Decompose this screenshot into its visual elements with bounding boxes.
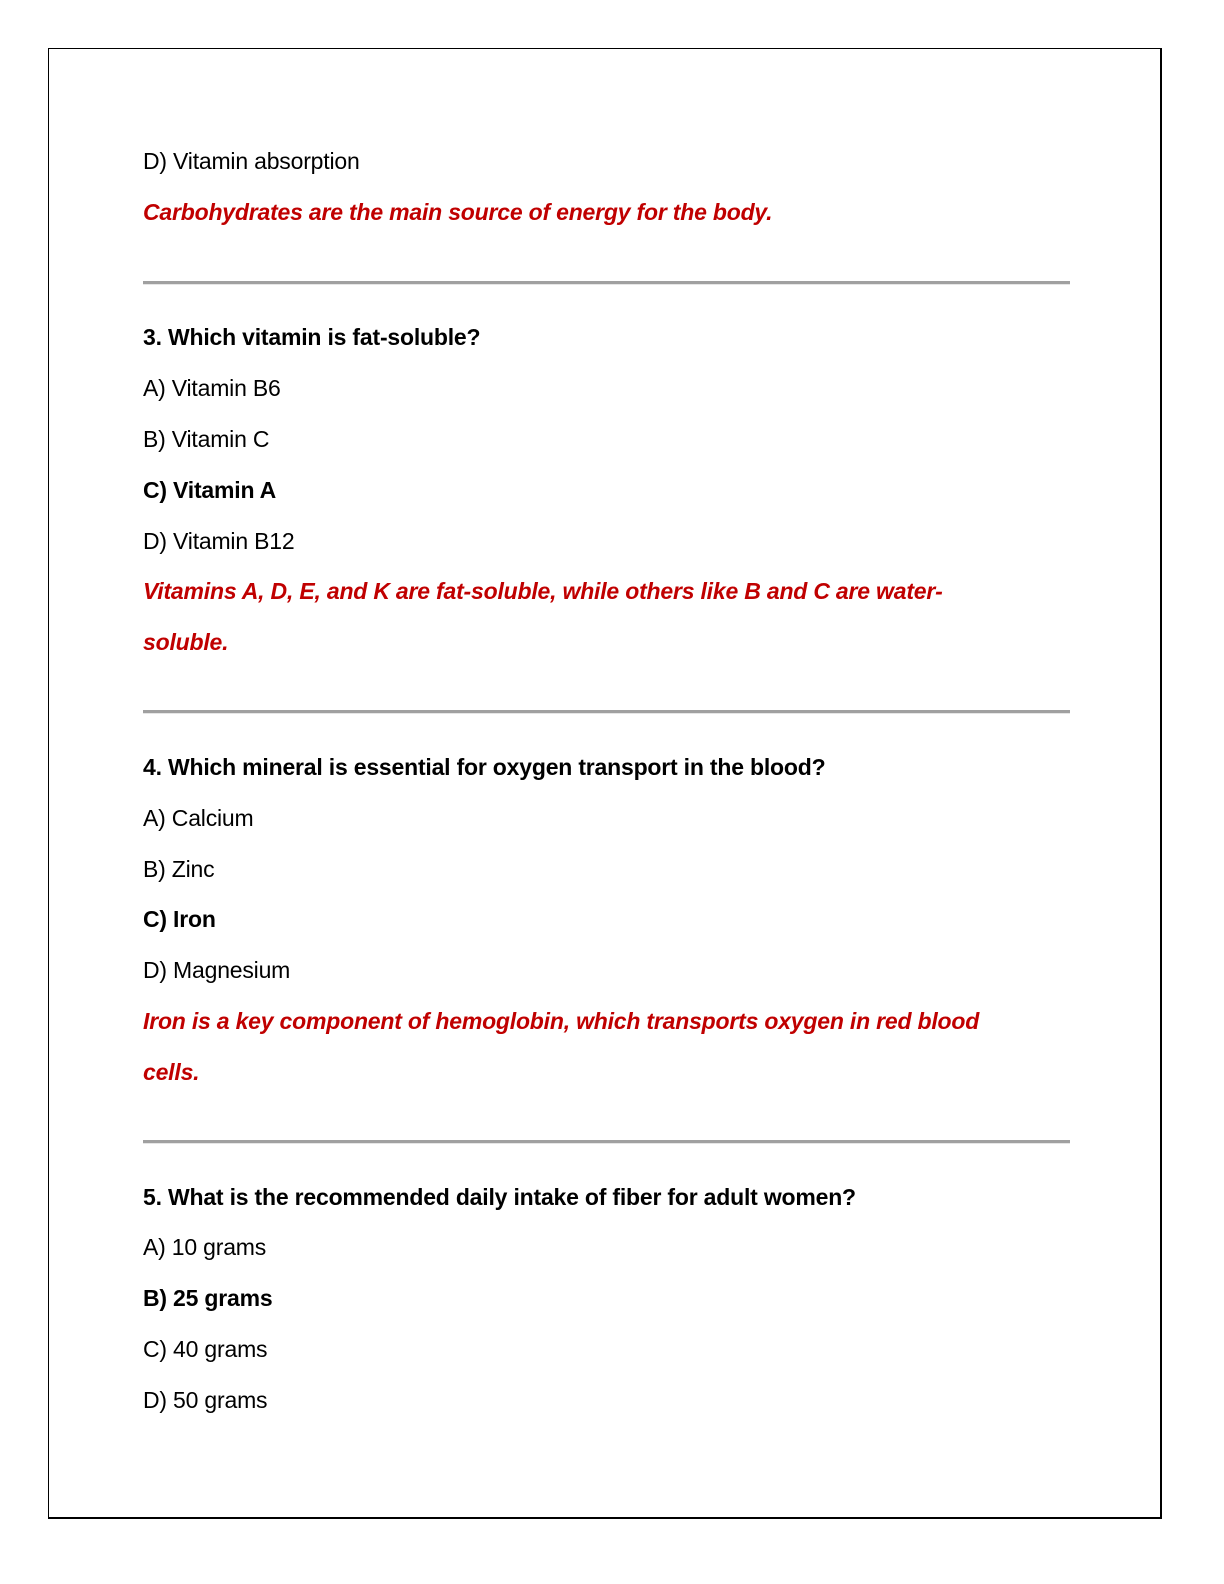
q3-explanation-line-2: soluble.: [143, 629, 229, 655]
q3-option-a: A) Vitamin B6: [143, 375, 281, 401]
q3-option-c-correct: C) Vitamin A: [143, 477, 277, 503]
q5-option-c: C) 40 grams: [143, 1336, 268, 1362]
q2-option-d: D) Vitamin absorption: [143, 148, 360, 174]
q4-option-d: D) Magnesium: [143, 957, 291, 983]
q4-option-a: A) Calcium: [143, 805, 254, 831]
q5-option-b-correct: B) 25 grams: [143, 1285, 273, 1311]
q4-explanation-line-2: cells.: [143, 1059, 200, 1085]
q3-explanation-line-1: Vitamins A, D, E, and K are fat-soluble, while others like B and C are water-: [143, 578, 943, 604]
q2-explanation: Carbohydrates are the main source of energy for the body.: [143, 199, 773, 225]
separator-2: [143, 710, 1070, 714]
q5-option-d: D) 50 grams: [143, 1387, 268, 1413]
q4-option-c-correct: C) Iron: [143, 906, 216, 932]
q3-option-b: B) Vitamin C: [143, 426, 270, 452]
q4-option-b: B) Zinc: [143, 856, 215, 882]
q3-question: 3. Which vitamin is fat-soluble?: [143, 324, 481, 350]
q4-explanation-line-1: Iron is a key component of hemoglobin, which transports oxygen in red blood: [143, 1008, 980, 1034]
q5-option-a: A) 10 grams: [143, 1234, 267, 1260]
q5-question: 5. What is the recommended daily intake of fiber for adult women?: [143, 1184, 856, 1210]
q4-question: 4. Which mineral is essential for oxygen transport in the blood?: [143, 754, 826, 780]
separator-1: [143, 281, 1070, 285]
separator-3: [143, 1140, 1070, 1144]
q3-option-d: D) Vitamin B12: [143, 528, 295, 554]
